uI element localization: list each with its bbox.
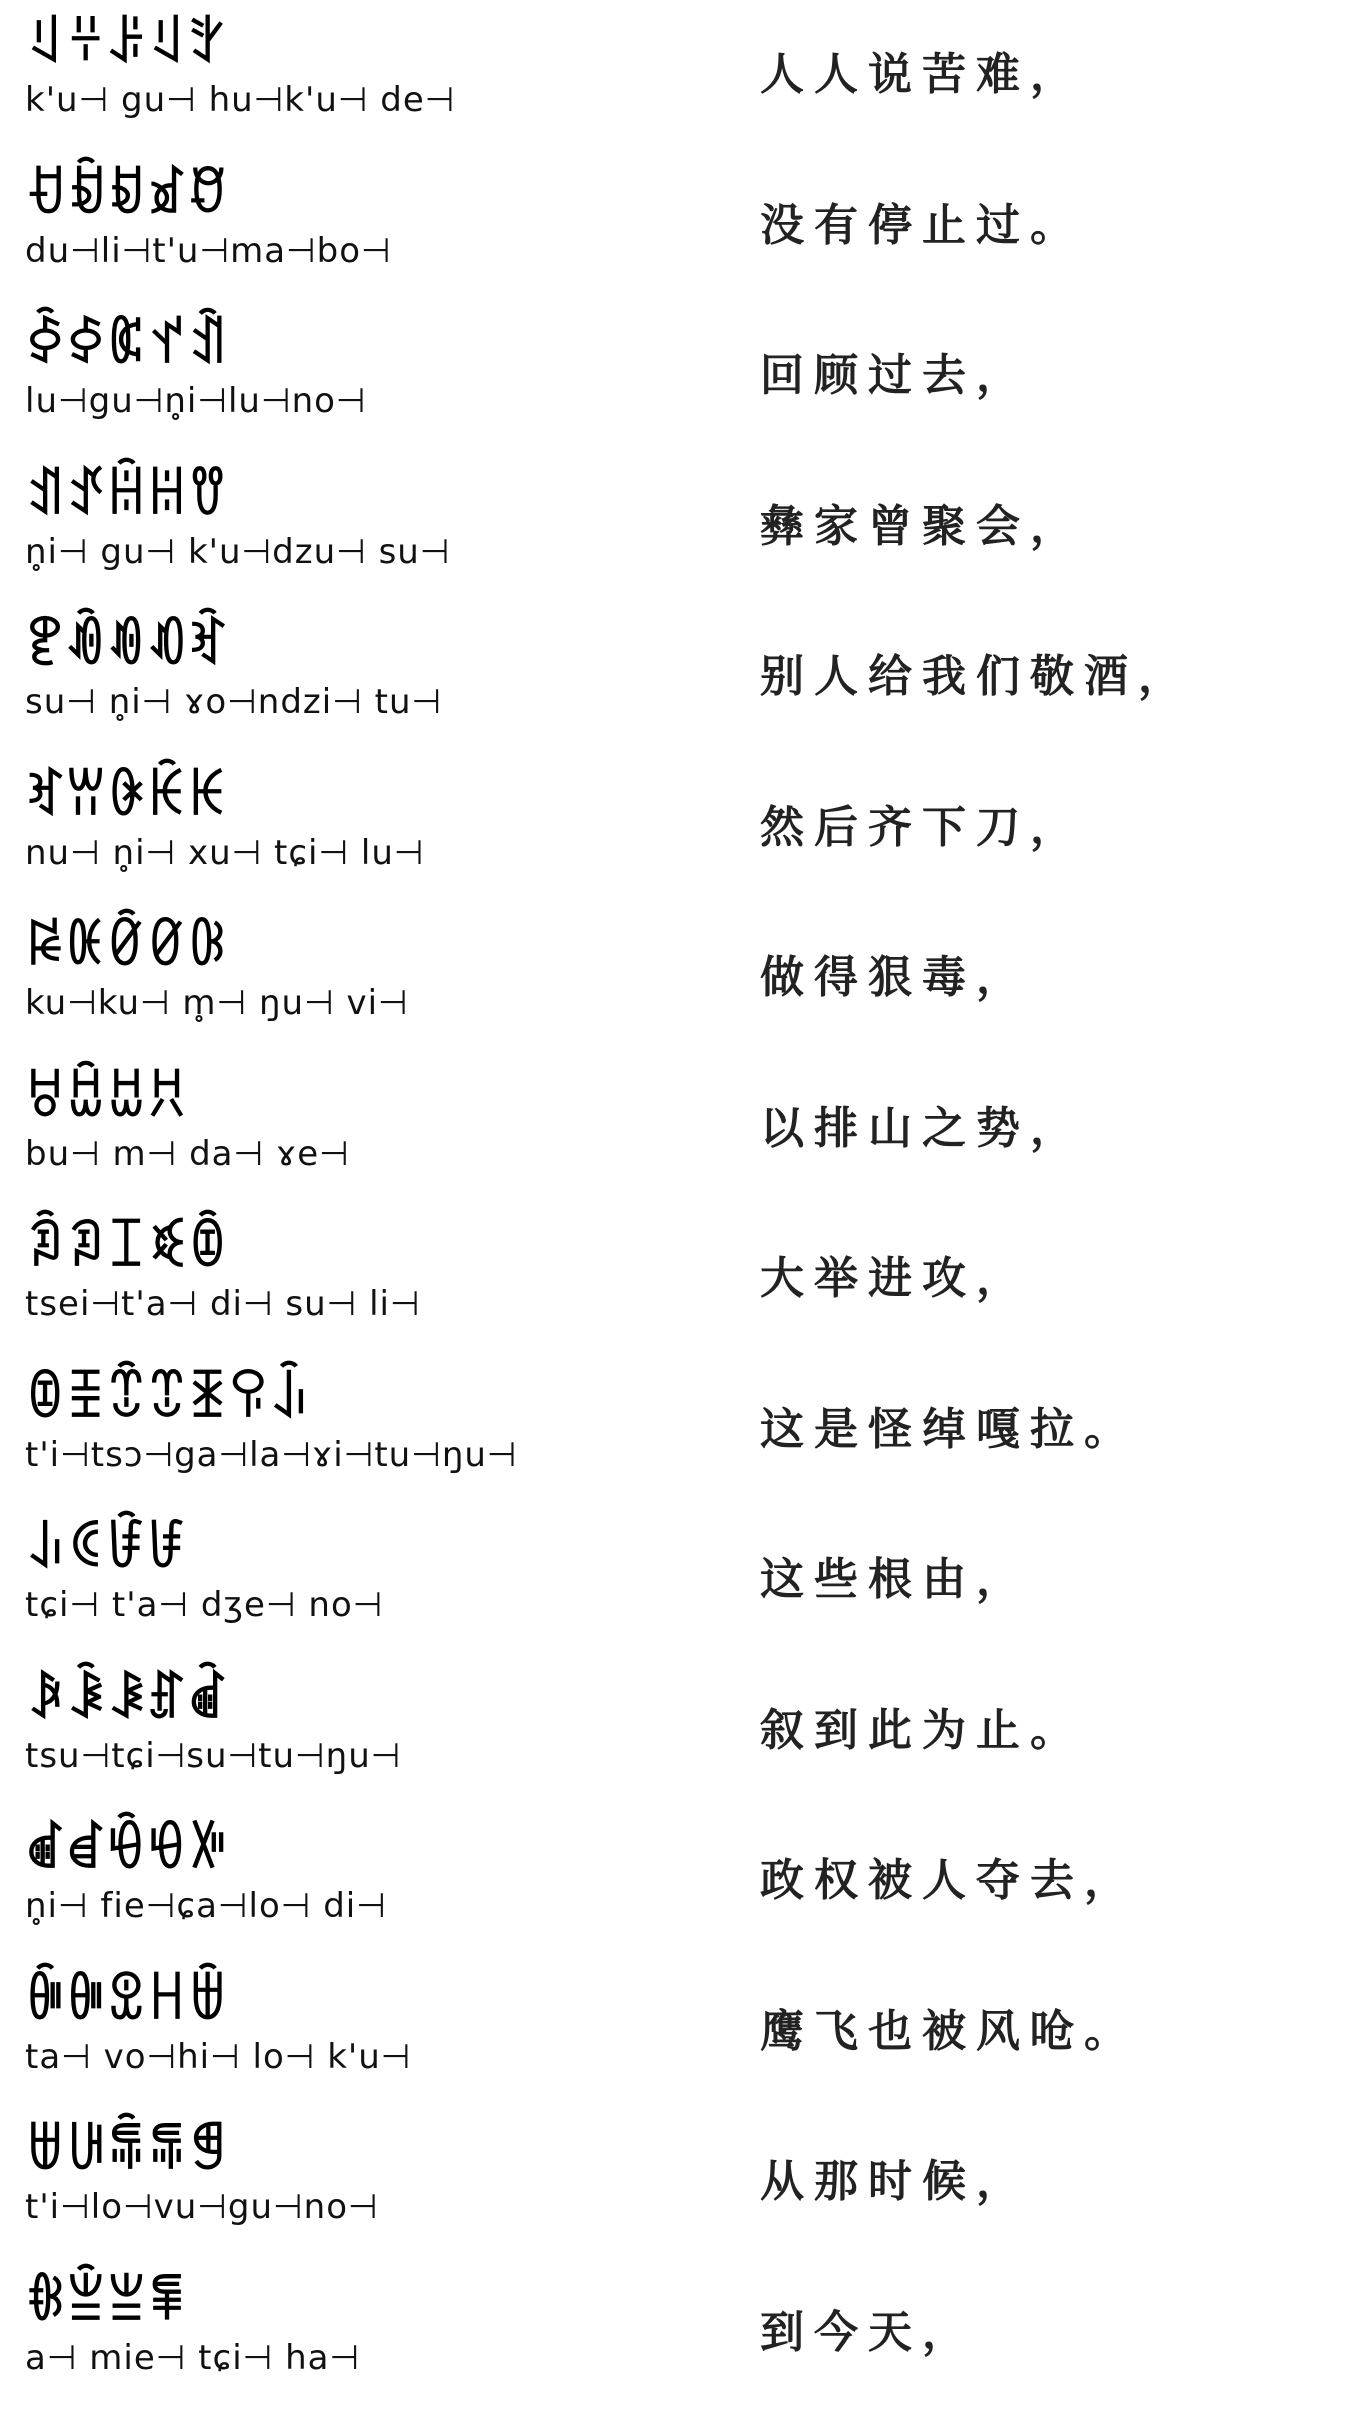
chinese-translation: 叙到此为止。 bbox=[760, 1704, 1084, 1756]
yi-glyphs: ꀲꀳꀴꀵꀶ bbox=[25, 1668, 229, 1730]
yi-transliteration: bu⊣ m⊣ da⊣ ɤe⊣ bbox=[25, 1133, 350, 1174]
yi-glyphs: ꀞꀟꀠꀡ bbox=[25, 1066, 188, 1128]
chinese-translation: 别人给我们敬酒， bbox=[760, 651, 1192, 702]
yi-glyphs: ꆹꇭꌠꆹꇬ bbox=[25, 13, 229, 74]
verse-row bbox=[0, 1054, 1359, 1204]
chinese-translation: 大举进攻， bbox=[760, 1253, 1030, 1304]
chinese-translation: 彝家曾聚会， bbox=[760, 500, 1084, 552]
yi-script-block bbox=[15, 602, 455, 752]
yi-glyphs: ꀀꀁꀂꀃꀄ bbox=[25, 163, 229, 225]
chinese-translation: 然后齐下刀， bbox=[760, 801, 1084, 853]
yi-script-block bbox=[15, 1957, 455, 2107]
yi-script-block bbox=[15, 1806, 455, 1956]
yi-script-block bbox=[15, 1204, 455, 1354]
yi-transliteration: a⊣ mie⊣ tɕi⊣ ha⊣ bbox=[25, 2337, 361, 2378]
verse-row bbox=[0, 1505, 1359, 1655]
yi-glyphs: ꀊꀋꀌꀍꀎ bbox=[25, 464, 229, 526]
yi-script-block bbox=[15, 2107, 455, 2257]
verse-row bbox=[0, 0, 1359, 150]
verse-row bbox=[0, 1957, 1359, 2107]
verse-row bbox=[0, 903, 1359, 1053]
yi-transliteration: n̥i⊣ fie⊣ɕa⊣lo⊣ di⊣ bbox=[25, 1886, 387, 1926]
yi-transliteration: su⊣ n̥i⊣ ɤo⊣ndzi⊣ tu⊣ bbox=[25, 682, 443, 722]
yi-transliteration: nu⊣ n̥i⊣ xu⊣ tɕi⊣ lu⊣ bbox=[25, 832, 425, 873]
yi-glyphs: ꀮꀯꀰꀱ bbox=[25, 1518, 188, 1579]
yi-script-block bbox=[15, 1505, 455, 1655]
verse-row bbox=[0, 602, 1359, 752]
yi-glyphs: ꀷꀸꀹꀺꀻ bbox=[25, 1819, 229, 1880]
yi-script-block bbox=[15, 301, 455, 451]
yi-script-block bbox=[15, 1054, 455, 1204]
yi-glyphs: ꁁꁂꁃꁄꁅ bbox=[25, 2120, 229, 2181]
yi-transliteration: t'i⊣lo⊣vu⊣gu⊣no⊣ bbox=[25, 2187, 379, 2227]
chinese-translation: 到今天， bbox=[760, 2306, 976, 2358]
verse-row bbox=[0, 1355, 1359, 1505]
yi-glyphs: ꀙꀚꀛꀜꀝ bbox=[25, 916, 229, 977]
yi-script-block bbox=[15, 1656, 455, 1806]
yi-transliteration: ta⊣ vo⊣hi⊣ lo⊣ k'u⊣ bbox=[25, 2036, 412, 2077]
yi-glyphs: ꀧꀨꀩꀪꀫꀬꀭ bbox=[25, 1367, 310, 1429]
chinese-translation: 从那时候， bbox=[760, 2156, 1030, 2207]
yi-glyphs: ꀏꀐꀑꀒꀓ bbox=[25, 615, 229, 676]
yi-glyphs: ꁆꁇꁈꁉ bbox=[25, 2270, 188, 2332]
yi-transliteration: tsu⊣tɕi⊣su⊣tu⊣ŋu⊣ bbox=[25, 1735, 402, 1776]
chinese-translation: 回顾过去， bbox=[760, 350, 1030, 401]
yi-transliteration: lu⊣gu⊣n̥i⊣lu⊣no⊣ bbox=[25, 381, 367, 421]
yi-script-block bbox=[15, 0, 455, 150]
yi-transliteration: ku⊣ku⊣ m̥⊣ ŋu⊣ vi⊣ bbox=[25, 983, 409, 1023]
yi-transliteration: tɕi⊣ t'a⊣ dʒe⊣ no⊣ bbox=[25, 1585, 384, 1625]
yi-transliteration: k'u⊣ gu⊣ hu⊣k'u⊣ de⊣ bbox=[25, 80, 456, 120]
yi-glyphs: ꀅꀆꀇꀈꀉ bbox=[25, 314, 229, 375]
chinese-translation: 这些根由， bbox=[760, 1554, 1030, 1605]
verse-row bbox=[0, 151, 1359, 301]
chinese-translation: 以排山之势， bbox=[760, 1102, 1084, 1154]
yi-script-block bbox=[15, 2258, 455, 2408]
verse-row bbox=[0, 1806, 1359, 1956]
yi-script-block bbox=[15, 151, 455, 301]
yi-transliteration: n̥i⊣ gu⊣ k'u⊣dzu⊣ su⊣ bbox=[25, 531, 451, 572]
chinese-translation: 做得狠毒， bbox=[760, 952, 1030, 1003]
verse-row bbox=[0, 1656, 1359, 1806]
yi-script-block bbox=[15, 753, 455, 903]
yi-glyphs: ꀼꀽꀾꀿꁀ bbox=[25, 1969, 229, 2031]
yi-script-block bbox=[15, 903, 455, 1053]
yi-script-block bbox=[15, 452, 455, 602]
verse-row bbox=[0, 2258, 1359, 2408]
yi-glyphs: ꀢꀣꀤꀥꀦ bbox=[25, 1217, 229, 1278]
yi-transliteration: t'i⊣tsɔ⊣ga⊣la⊣ɤi⊣tu⊣ŋu⊣ bbox=[25, 1434, 518, 1475]
yi-transliteration: du⊣li⊣t'u⊣ma⊣bo⊣ bbox=[25, 230, 392, 271]
verse-row bbox=[0, 452, 1359, 602]
yi-transliteration: tsei⊣t'a⊣ di⊣ su⊣ li⊣ bbox=[25, 1284, 421, 1324]
chinese-translation: 鹰飞也被风呛。 bbox=[760, 2005, 1138, 2057]
verse-row bbox=[0, 2107, 1359, 2257]
chinese-translation: 人人说苦难， bbox=[760, 49, 1084, 100]
verse-row bbox=[0, 753, 1359, 903]
chinese-translation: 这是怪绰嘎拉。 bbox=[760, 1403, 1138, 1455]
yi-script-block bbox=[15, 1355, 518, 1505]
verse-row bbox=[0, 1204, 1359, 1354]
verse-row bbox=[0, 301, 1359, 451]
yi-glyphs: ꀔꀕꀖꀗꀘ bbox=[25, 765, 229, 827]
chinese-translation: 没有停止过。 bbox=[760, 199, 1084, 251]
chinese-translation: 政权被人夺去， bbox=[760, 1855, 1138, 1906]
